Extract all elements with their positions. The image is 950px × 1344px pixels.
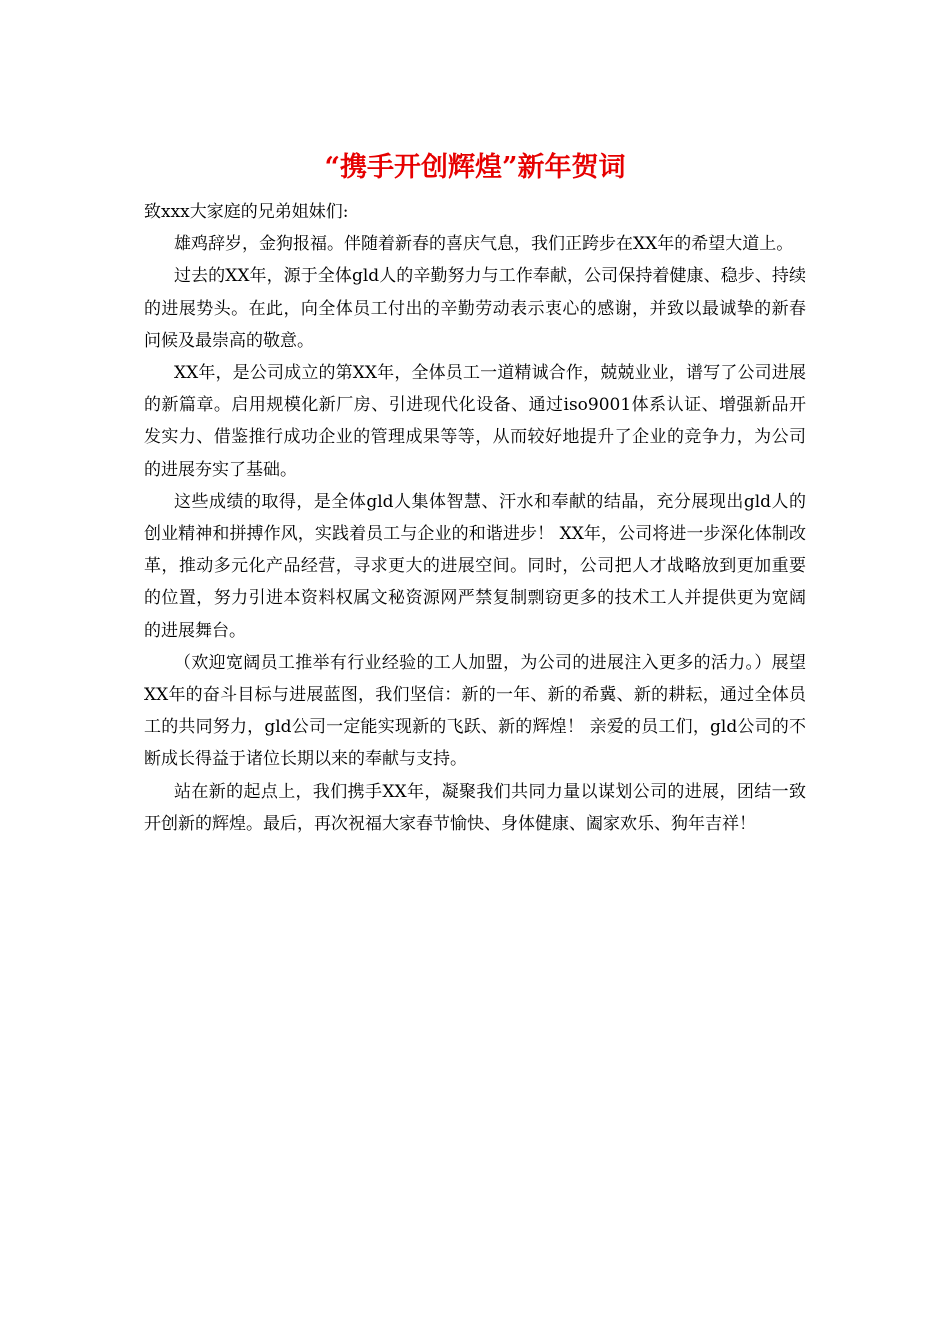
paragraph-1: 雄鸡辞岁，金狗报福。伴随着新春的喜庆气息，我们正跨步在XX年的希望大道上。 [174, 234, 794, 255]
paragraph-6: 站在新的起点上，我们携手XX年，凝聚我们共同力量以谋划公司的进展，团结一致开创新的辉煌。最后，再次祝福大家春节愉快、身体健康、阖家欢乐、狗年吉祥！ [144, 781, 806, 834]
document-body [144, 196, 806, 840]
paragraph-3: XX年，是公司成立的第XX年，全体员工一道精诚合作，兢兢业业，谱写了公司进展的新篇章。启用规模化新厂房、引进现代化设备、通过iso9001体系认证、增强新品开发实力、借鉴推行成功企业的管理成果等等，从而较好地提升了企业的竞争力，为公司的进展夯实了基础。 [144, 363, 806, 480]
paragraph-5: （欢迎宽阔员工推举有行业经验的工人加盟，为公司的进展注入更多的活力。）展望XX年的奋斗目标与进展蓝图，我们坚信：新的一年、新的希冀、新的耕耘，通过全体员工的共同努力，gld公司一定能实现新的飞跃、新的辉煌！ 亲爱的员工们，gld公司的不断成长得益于诸位长期以来的奉献与支持。 [144, 652, 806, 770]
document-title: “携手开创辉煌”新年贺词 [324, 152, 626, 183]
paragraph-2: 过去的XX年，源于全体gld人的辛勤努力与工作奉献，公司保持着健康、稳步、持续的进展势头。在此，向全体员工付出的辛勤劳动表示衷心的感谢，并致以最诚挚的新春问候及最崇高的敬意。 [144, 266, 806, 351]
salutation: 致xxx大家庭的兄弟姐妹们: [144, 202, 349, 222]
paragraph-4: 这些成绩的取得，是全体gld人集体智慧、汗水和奉献的结晶，充分展现出gld人的创业精神和拼搏作风，实践着员工与企业的和谐进步！ XX年，公司将进一步深化体制改革，推动多元化产品经营，寻求更大的进展空间。同时，公司把人才战略放到更加重要的位置，努力引进本资料权属文秘资源网严禁复制剽窃更多的技术工人并提供更为宽阔的进展舞台。 [144, 491, 806, 641]
